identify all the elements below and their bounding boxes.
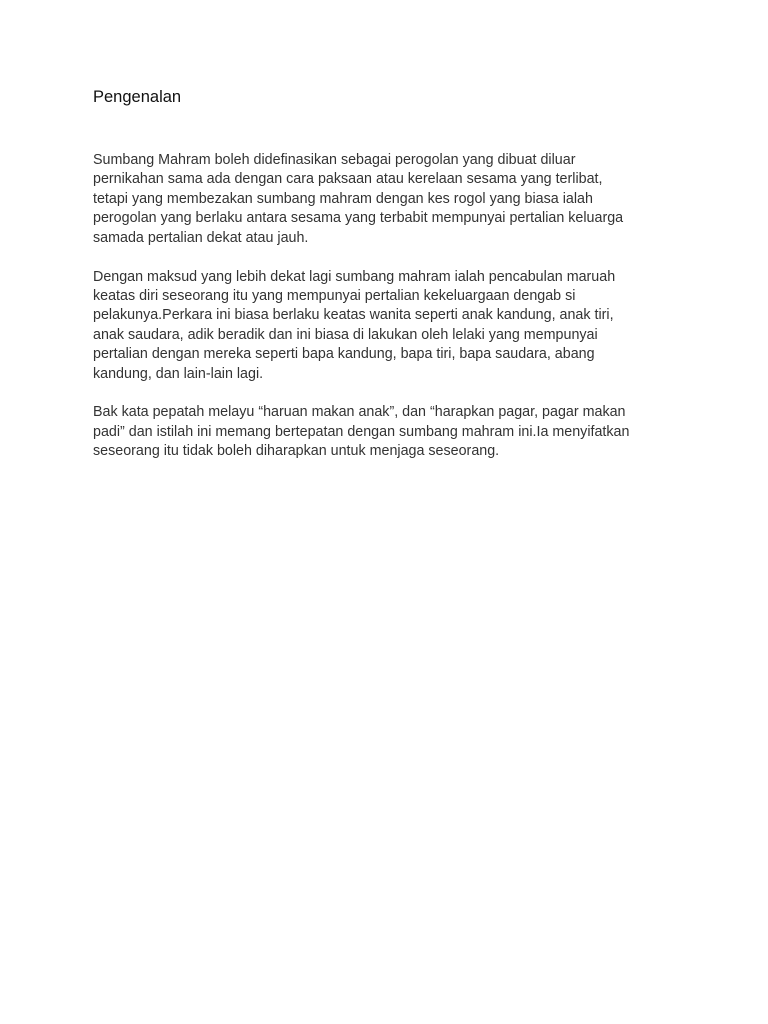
text-line: samada pertalian dekat atau jauh. bbox=[93, 229, 309, 246]
paragraph-3 bbox=[93, 403, 693, 461]
text-line: padi” dan istilah ini memang bertepatan dengan sumbang mahram ini.Ia menyifatkan bbox=[93, 423, 630, 440]
text-line: perogolan yang berlaku antara sesama yang terbabit mempunyai pertalian keluarga bbox=[93, 210, 624, 227]
paragraph-2 bbox=[93, 268, 693, 384]
text-line: seseorang itu tidak boleh diharapkan untuk menjaga seseorang. bbox=[93, 443, 500, 460]
text-line: keatas diri seseorang itu yang mempunyai pertalian kekeluargaan dengab si bbox=[93, 287, 576, 304]
text-line: anak saudara, adik beradik dan ini biasa di lakukan oleh lelaki yang mempunyai bbox=[93, 326, 598, 343]
text-line: tetapi yang membezakan sumbang mahram dengan kes rogol yang biasa ialah bbox=[93, 190, 593, 207]
text-line: Bak kata pepatah melayu “haruan makan anak”, dan “harapkan pagar, pagar makan bbox=[93, 404, 626, 421]
text-line: pernikahan sama ada dengan cara paksaan atau kerelaan sesama yang terlibat, bbox=[93, 171, 603, 188]
section-heading: Pengenalan bbox=[93, 88, 182, 106]
body-text bbox=[93, 151, 693, 481]
text-line: kandung, dan lain-lain lagi. bbox=[93, 365, 264, 382]
text-line: pelakunya.Perkara ini biasa berlaku keatas wanita seperti anak kandung, anak tiri, bbox=[93, 307, 614, 324]
paragraph-1 bbox=[93, 151, 693, 248]
text-line: Dengan maksud yang lebih dekat lagi sumbang mahram ialah pencabulan maruah bbox=[93, 268, 616, 285]
text-line: pertalian dengan mereka seperti bapa kandung, bapa tiri, bapa saudara, abang bbox=[93, 346, 595, 363]
text-line: Sumbang Mahram boleh didefinasikan sebagai perogolan yang dibuat diluar bbox=[93, 152, 576, 168]
